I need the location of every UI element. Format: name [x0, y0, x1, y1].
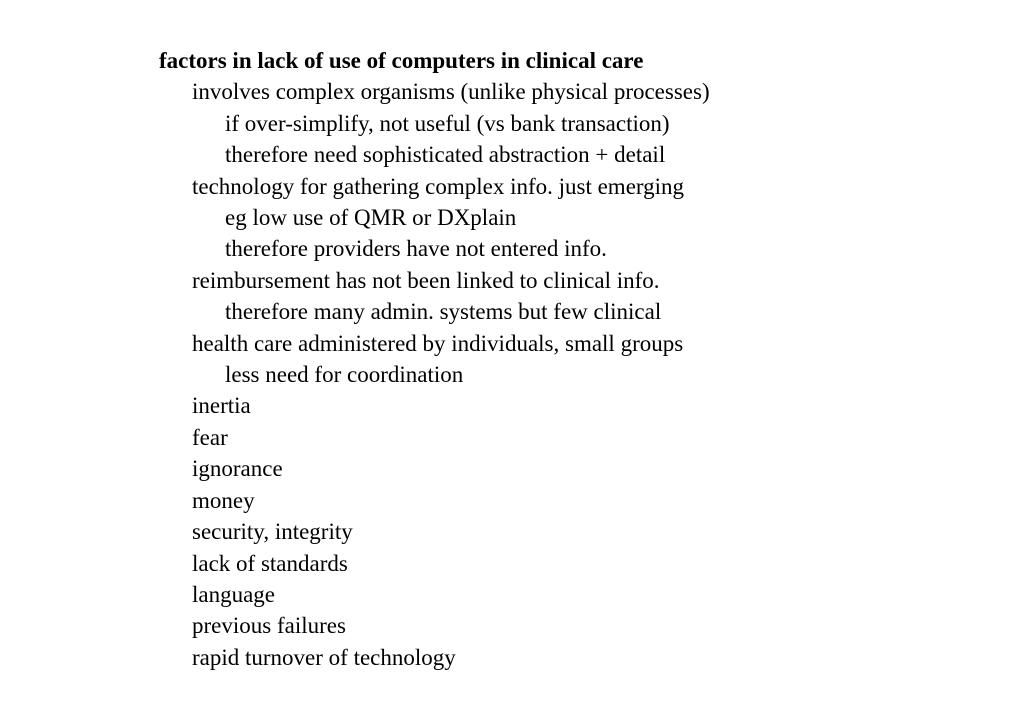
outline-item: fear	[192, 424, 228, 450]
outline-subitem: therefore need sophisticated abstraction + detail	[225, 142, 666, 168]
outline-item: security, integrity	[192, 519, 353, 545]
outline-item: involves complex organisms (unlike physical processes)	[192, 79, 710, 105]
outline-item: money	[192, 487, 255, 513]
slide-title: factors in lack of use of computers in clinical care	[159, 48, 644, 73]
outline-item: rapid turnover of technology	[192, 644, 456, 670]
outline-subitem: therefore providers have not entered info.	[225, 236, 607, 262]
outline-item: reimbursement has not been linked to clinical info.	[192, 267, 660, 293]
slide-content	[159, 45, 979, 673]
outline-item: previous failures	[192, 613, 346, 639]
outline-item: inertia	[192, 393, 251, 419]
outline-item: lack of standards	[192, 550, 348, 576]
outline-list	[159, 76, 979, 673]
outline-subitem: therefore many admin. systems but few clinical	[225, 299, 662, 325]
outline-subitem: less need for coordination	[225, 362, 464, 388]
outline-item: ignorance	[192, 456, 283, 482]
outline-item: language	[192, 581, 276, 607]
outline-subitem: eg low use of QMR or DXplain	[225, 205, 517, 231]
outline-item: technology for gathering complex info. just emerging	[192, 173, 685, 199]
outline-item: health care administered by individuals, small groups	[192, 330, 684, 356]
outline-subitem: if over-simplify, not useful (vs bank transaction)	[225, 110, 670, 136]
